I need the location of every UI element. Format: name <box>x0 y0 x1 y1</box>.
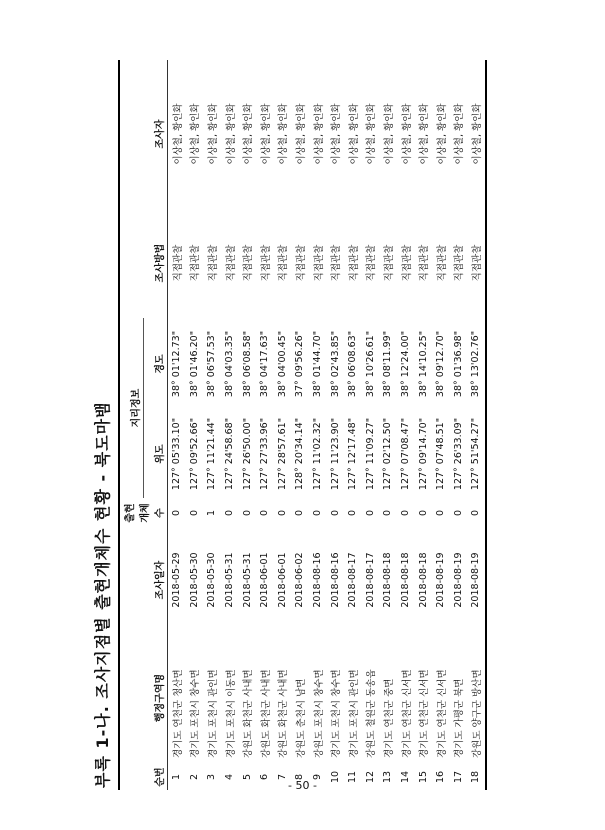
cell-lat: 127° 12'17.48" <box>347 417 359 491</box>
header-date: 조사일자 <box>119 528 168 632</box>
cell-date: 2018-08-18 <box>417 552 429 608</box>
cell-method: 직접관찰 <box>295 244 307 282</box>
cell-region: 경기도 연천군 청산면 <box>172 669 184 758</box>
page-title: 부록 1-나. 조사지점별 출현개체수 현황 - 북도마뱀 <box>93 401 112 788</box>
cell-no: 10 <box>329 770 341 784</box>
cell-method: 직접관찰 <box>225 244 237 282</box>
cell-region: 경기도 가평군 북면 <box>454 678 466 758</box>
cell-no: 9 <box>312 773 324 781</box>
cell-count: 1 <box>206 509 218 517</box>
cell-count: 0 <box>452 509 464 517</box>
table-row <box>362 60 380 790</box>
cell-count: 0 <box>241 509 253 517</box>
cell-surveyor: 이상철, 황인화 <box>225 103 237 165</box>
cell-lat: 127° 11'23.90" <box>329 417 341 491</box>
cell-method: 직접관찰 <box>207 244 219 282</box>
table-row <box>168 60 186 790</box>
cell-region: 강원도 포천시 창수면 <box>313 669 325 758</box>
table-row <box>221 60 239 790</box>
cell-lat: 127° 28'57.61" <box>276 417 288 491</box>
cell-date: 2018-06-01 <box>259 552 271 608</box>
cell-lon: 38° 10'26.61" <box>364 330 376 398</box>
cell-date: 2018-08-18 <box>382 552 394 608</box>
cell-lon: 38° 14'10.25" <box>417 330 429 398</box>
cell-region: 경기도 연천군 신서면 <box>436 669 448 758</box>
cell-date: 2018-06-01 <box>276 552 288 608</box>
cell-region: 강원도 화천군 사내면 <box>243 669 255 758</box>
cell-surveyor: 이상철, 황인화 <box>190 103 202 165</box>
cell-lat: 127° 24'58.68" <box>224 417 236 491</box>
cell-lon: 38° 01'36.98" <box>452 330 464 398</box>
table-row <box>397 60 415 790</box>
header-lat: 위도 <box>144 410 168 498</box>
cell-lat: 127° 27'33.96" <box>259 417 271 491</box>
cell-method: 직접관찰 <box>243 244 255 282</box>
cell-no: 5 <box>241 773 253 781</box>
cell-lon: 38° 01'44.70" <box>312 330 324 398</box>
cell-lon: 38° 06'08.63" <box>347 330 359 398</box>
cell-lat: 127° 26'50.00" <box>241 417 253 491</box>
cell-surveyor: 이상철, 황인화 <box>313 103 325 165</box>
cell-lat: 128° 20'34.14" <box>294 417 306 491</box>
header-count-line2: 개체수 <box>140 503 166 523</box>
cell-method: 직접관찰 <box>172 244 184 282</box>
cell-date: 2018-05-31 <box>224 552 236 608</box>
table-row <box>238 60 256 790</box>
cell-method: 직접관찰 <box>190 244 202 282</box>
table-row <box>414 60 432 790</box>
cell-lon: 38° 04'00.45" <box>276 330 288 398</box>
cell-method: 직접관찰 <box>348 244 360 282</box>
cell-lon: 38° 13'02.76" <box>467 318 486 410</box>
cell-count: 0 <box>347 509 359 517</box>
rotated-content <box>90 60 483 790</box>
cell-no: 6 <box>259 773 271 781</box>
cell-no: 18 <box>467 764 486 790</box>
cell-lat: 127° 09'14.70" <box>417 417 429 491</box>
cell-lat: 127° 11'09.27" <box>364 417 376 491</box>
cell-surveyor: 이상철, 황인화 <box>295 103 307 165</box>
cell-region: 경기도 연천군 신서면 <box>419 669 431 758</box>
cell-region: 강원도 양구군 방산면 <box>467 632 486 764</box>
cell-count: 0 <box>171 509 183 517</box>
cell-lat: 127° 02'12.50" <box>382 417 394 491</box>
cell-count: 0 <box>312 509 324 517</box>
cell-region: 강원도 화천군 사내면 <box>260 669 272 758</box>
cell-lon: 37° 09'56.26" <box>294 330 306 398</box>
cell-date: 2018-08-16 <box>329 552 341 608</box>
cell-lat: 127° 05'33.10" <box>171 417 183 491</box>
cell-count: 0 <box>400 509 412 517</box>
header-no: 순번 <box>119 764 168 790</box>
cell-surveyor: 이상철, 황인화 <box>419 103 431 165</box>
cell-surveyor: 이상철, 황인화 <box>243 103 255 165</box>
header-region: 행정구역명 <box>119 632 168 764</box>
cell-count: 0 <box>467 498 486 528</box>
cell-no: 17 <box>452 770 464 784</box>
cell-no: 3 <box>206 773 218 781</box>
cell-lon: 38° 06'08.58" <box>241 330 253 398</box>
cell-method: 직접관찰 <box>467 208 486 318</box>
cell-no: 13 <box>382 770 394 784</box>
cell-method: 직접관찰 <box>454 244 466 282</box>
cell-lon: 38° 01'12.73" <box>171 330 183 398</box>
survey-table <box>118 60 487 790</box>
cell-no: 12 <box>364 770 376 784</box>
cell-lat: 127° 11'02.32" <box>312 417 324 491</box>
cell-date: 2018-08-19 <box>467 528 486 632</box>
cell-count: 0 <box>224 509 236 517</box>
cell-count: 0 <box>294 509 306 517</box>
cell-method: 직접관찰 <box>278 244 290 282</box>
cell-method: 직접관찰 <box>383 244 395 282</box>
cell-region: 강원도 춘천시 남면 <box>295 678 307 758</box>
cell-date: 2018-05-31 <box>241 552 253 608</box>
cell-surveyor: 이상철, 황인화 <box>331 103 343 165</box>
cell-lon: 38° 12'24.00" <box>400 330 412 398</box>
cell-no: 8 <box>294 773 306 781</box>
cell-count: 0 <box>435 509 447 517</box>
page-number: - 50 - <box>288 779 317 792</box>
cell-surveyor: 이상철, 황인화 <box>172 103 184 165</box>
table-row <box>256 60 274 790</box>
cell-surveyor: 이상철, 황인화 <box>207 103 219 165</box>
cell-lat: 127° 11'21.44" <box>206 417 218 491</box>
cell-date: 2018-08-19 <box>435 552 447 608</box>
cell-no: 2 <box>188 773 200 781</box>
cell-no: 1 <box>171 773 183 781</box>
cell-count: 0 <box>382 509 394 517</box>
cell-surveyor: 이상철, 황인화 <box>401 103 413 165</box>
cell-method: 직접관찰 <box>331 244 343 282</box>
cell-date: 2018-08-16 <box>312 552 324 608</box>
header-count-line1: 출현 <box>125 503 136 523</box>
cell-surveyor: 이상철, 황인화 <box>260 103 272 165</box>
cell-no: 14 <box>400 770 412 784</box>
cell-lon: 38° 01'46.20" <box>188 330 200 398</box>
cell-region: 경기도 포천시 창수면 <box>190 669 202 758</box>
table-row <box>274 60 292 790</box>
cell-no: 7 <box>276 773 288 781</box>
cell-lon: 38° 06'57.53" <box>206 330 218 398</box>
header-surveyor: 조사자 <box>119 60 168 208</box>
table-row <box>291 60 309 790</box>
cell-lon: 38° 04'03.35" <box>224 330 236 398</box>
cell-surveyor: 이상철, 황인화 <box>348 103 360 165</box>
cell-method: 직접관찰 <box>260 244 272 282</box>
cell-no: 16 <box>435 770 447 784</box>
cell-method: 직접관찰 <box>436 244 448 282</box>
cell-region: 경기도 연천군 신서면 <box>401 669 413 758</box>
cell-surveyor: 이상철, 황인화 <box>467 60 486 208</box>
cell-lon: 38° 02'43.85" <box>329 330 341 398</box>
cell-surveyor: 이상철, 황인화 <box>278 103 290 165</box>
cell-region: 강원도 화천군 사내면 <box>278 669 290 758</box>
table-row <box>344 60 362 790</box>
cell-lat: 127° 09'52.66" <box>188 417 200 491</box>
cell-date: 2018-05-30 <box>188 552 200 608</box>
table-row <box>326 60 344 790</box>
cell-region: 강원도 철원군 동송읍 <box>366 669 378 758</box>
header-geo: 지리정보 <box>119 318 144 498</box>
cell-method: 직접관찰 <box>366 244 378 282</box>
cell-count: 0 <box>259 509 271 517</box>
cell-date: 2018-05-30 <box>206 552 218 608</box>
table-row <box>379 60 397 790</box>
table-row <box>467 60 486 790</box>
table-row <box>450 60 468 790</box>
cell-no: 11 <box>347 770 359 784</box>
cell-surveyor: 이상철, 황인화 <box>366 103 378 165</box>
cell-count: 0 <box>329 509 341 517</box>
cell-no: 4 <box>224 773 236 781</box>
header-method: 조사방법 <box>119 208 168 318</box>
cell-lat: 127° 07'08.47" <box>400 417 412 491</box>
cell-count: 0 <box>276 509 288 517</box>
cell-surveyor: 이상철, 황인화 <box>383 103 395 165</box>
table-row <box>432 60 450 790</box>
cell-region: 경기도 포천시 관인면 <box>207 669 219 758</box>
cell-date: 2018-08-18 <box>400 552 412 608</box>
cell-lat: 127° 51'54.27" <box>467 410 486 498</box>
cell-region: 경기도 포천시 관인면 <box>348 669 360 758</box>
cell-method: 직접관찰 <box>313 244 325 282</box>
cell-region: 경기도 포천시 창수면 <box>331 669 343 758</box>
header-count <box>119 498 168 528</box>
cell-date: 2018-06-02 <box>294 552 306 608</box>
cell-lon: 38° 08'11.99" <box>382 330 394 398</box>
cell-date: 2018-08-17 <box>347 552 359 608</box>
table-row <box>186 60 204 790</box>
table-row <box>309 60 327 790</box>
cell-count: 0 <box>188 509 200 517</box>
cell-region: 경기도 연천군 중면 <box>383 678 395 758</box>
table-body <box>168 60 486 790</box>
cell-date: 2018-08-17 <box>364 552 376 608</box>
cell-date: 2018-08-19 <box>452 552 464 608</box>
cell-surveyor: 이상철, 황인화 <box>436 103 448 165</box>
cell-lat: 127° 26'33.09" <box>452 417 464 491</box>
table-row <box>203 60 221 790</box>
cell-method: 직접관찰 <box>419 244 431 282</box>
cell-region: 경기도 포천시 이동면 <box>225 669 237 758</box>
cell-count: 0 <box>364 509 376 517</box>
cell-lon: 38° 09'12.70" <box>435 330 447 398</box>
cell-no: 15 <box>417 770 429 784</box>
cell-date: 2018-05-29 <box>171 552 183 608</box>
cell-count: 0 <box>417 509 429 517</box>
cell-method: 직접관찰 <box>401 244 413 282</box>
cell-lat: 127° 07'48.51" <box>435 417 447 491</box>
cell-lon: 38° 04'17.63" <box>259 330 271 398</box>
header-lon: 경도 <box>144 318 168 410</box>
cell-surveyor: 이상철, 황인화 <box>454 103 466 165</box>
